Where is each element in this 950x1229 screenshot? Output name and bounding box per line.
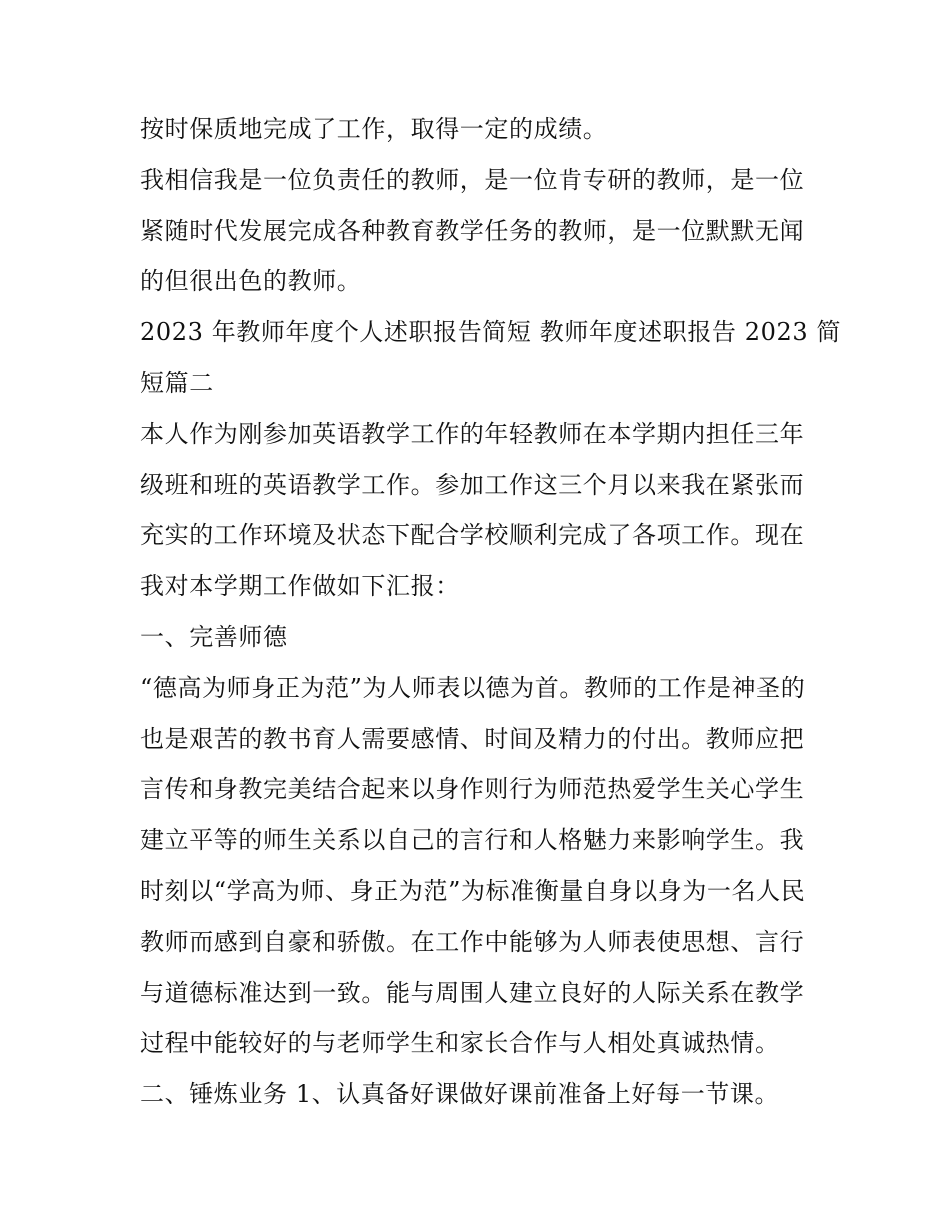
text-line: 我对本学期工作做如下汇报： [140, 572, 460, 601]
section-title-line: 2023 年教师年度个人述职报告简短 教师年度述职报告 2023 简 [140, 318, 842, 347]
text-line: 我相信我是一位负责任的教师，是一位肯专研的教师，是一位 [140, 165, 805, 194]
text-line: 过程中能较好的与老师学生和家长合作与人相处真诚热情。 [140, 1029, 780, 1058]
text-line: 级班和班的英语教学工作。参加工作这三个月以来我在紧张而 [140, 470, 805, 499]
text-line: 时刻以“学高为师、身正为范”为标准衡量自身以身为一名人民 [140, 876, 806, 905]
text-line: 紧随时代发展完成各种教育教学任务的教师，是一位默默无闻 [140, 216, 805, 245]
section-title-line: 短篇二 [140, 368, 214, 397]
text-line: 充实的工作环境及状态下配合学校顺利完成了各项工作。现在 [140, 521, 805, 550]
text-line: 言传和身教完美结合起来以身作则行为师范热爱学生关心学生 [140, 775, 805, 804]
text-line: “德高为师身正为范”为人师表以德为首。教师的工作是神圣的 [140, 673, 806, 702]
text-line: 按时保质地完成了工作，取得一定的成绩。 [140, 115, 608, 143]
text-line: 与道德标准达到一致。能与周围人建立良好的人际关系在教学 [140, 978, 805, 1007]
document-body [140, 104, 842, 1120]
text-line: 教师而感到自豪和骄傲。在工作中能够为人师表使思想、言行 [140, 927, 805, 956]
text-line: 的但很出色的教师。 [140, 267, 362, 296]
heading-line: 一、完善师德 [140, 622, 288, 651]
text-line: 建立平等的师生关系以自己的言行和人格魅力来影响学生。我 [140, 826, 805, 855]
text-line: 本人作为刚参加英语教学工作的年轻教师在本学期内担任三年 [140, 419, 805, 448]
text-line: 也是艰苦的教书育人需要感情、时间及精力的付出。教师应把 [140, 724, 805, 753]
heading-line: 二、锤炼业务 1、认真备好课做好课前准备上好每一节课。 [140, 1080, 780, 1109]
